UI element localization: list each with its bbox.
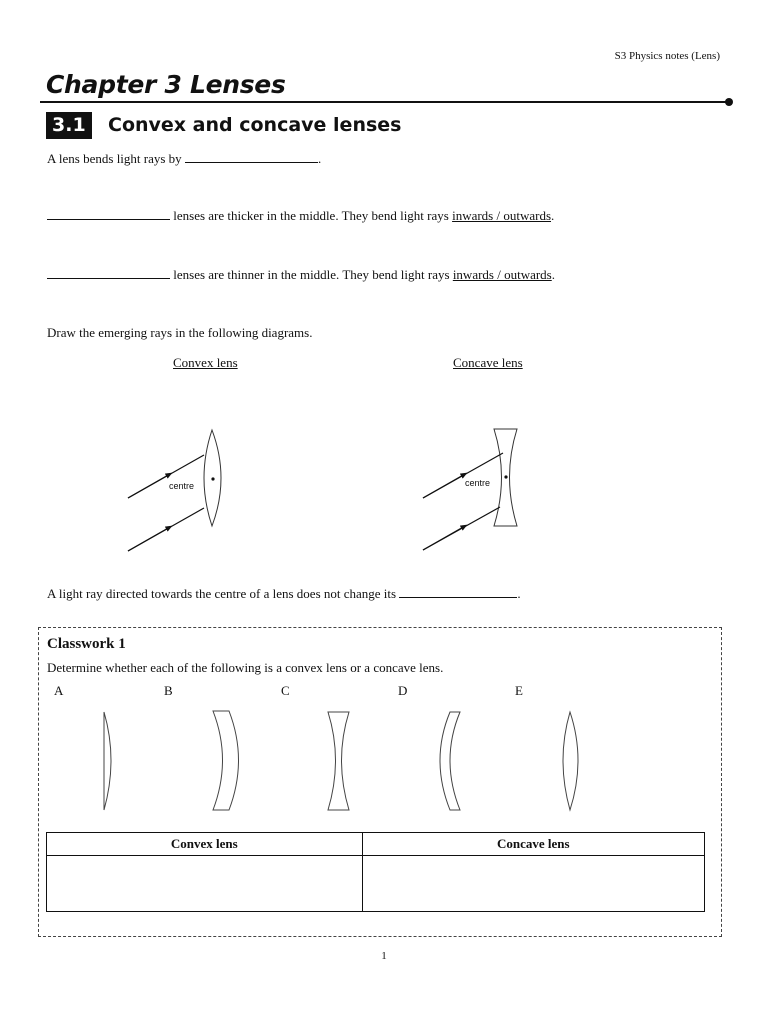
convex-text: lenses are thicker in the middle. They bend light rays bbox=[170, 208, 453, 223]
convex-choice: inwards / outwards bbox=[452, 208, 552, 223]
draw-instruction: Draw the emerging rays in the following diagrams. bbox=[47, 325, 313, 340]
convex-end: . bbox=[551, 208, 555, 223]
chapter-title: Chapter 3 Lenses bbox=[46, 70, 286, 99]
section-title: Convex and concave lenses bbox=[108, 114, 402, 136]
convex-ray-upper-arrow bbox=[128, 474, 170, 498]
concave-centre-dot bbox=[504, 475, 507, 478]
convex-column-header: Convex lens bbox=[47, 833, 363, 856]
lens-letter-b: B bbox=[164, 683, 173, 698]
convex-answer-cell[interactable] bbox=[47, 856, 363, 912]
convex-diagram-label: Convex lens bbox=[173, 355, 238, 370]
concave-choice: inwards / outwards bbox=[452, 267, 552, 282]
concave-centre-label: centre bbox=[465, 478, 491, 488]
answer-table bbox=[46, 832, 705, 912]
section-number-badge: 3.1 bbox=[46, 112, 92, 139]
concave-answer-cell[interactable] bbox=[362, 856, 704, 912]
concave-column-header: Concave lens bbox=[362, 833, 704, 856]
concave-text: lenses are thinner in the middle. They bend light rays bbox=[170, 267, 453, 282]
header-note: S3 Physics notes (Lens) bbox=[614, 50, 720, 62]
concave-ray-upper-arrow bbox=[423, 474, 465, 498]
lens-letter-e: E bbox=[515, 683, 523, 698]
bends-prefix: A lens bends light rays by bbox=[47, 151, 185, 166]
concave-end: . bbox=[551, 267, 555, 282]
centre-line bbox=[47, 586, 521, 602]
classwork-instruction: Determine whether each of the following is a convex lens or a concave lens. bbox=[47, 660, 444, 675]
page-number: 1 bbox=[381, 950, 387, 962]
centre-prefix: A light ray directed towards the centre of a lens does not change its bbox=[47, 586, 400, 601]
bends-suffix: . bbox=[317, 151, 322, 166]
centre-suffix: . bbox=[517, 586, 521, 601]
concave-diagram-label: Concave lens bbox=[453, 355, 523, 370]
lens-letter-c: C bbox=[281, 683, 290, 698]
convex-ray-lower-arrow bbox=[128, 527, 170, 551]
lens-letter-a: A bbox=[54, 683, 64, 698]
concave-diagram bbox=[423, 429, 517, 550]
convex-centre-label: centre bbox=[169, 481, 195, 491]
centre-blank bbox=[399, 586, 517, 598]
concave-ray-lower-arrow bbox=[423, 526, 465, 550]
classwork-title: Classwork 1 bbox=[47, 636, 126, 652]
convex-centre-dot bbox=[211, 477, 214, 480]
lens-letter-d: D bbox=[398, 683, 408, 698]
